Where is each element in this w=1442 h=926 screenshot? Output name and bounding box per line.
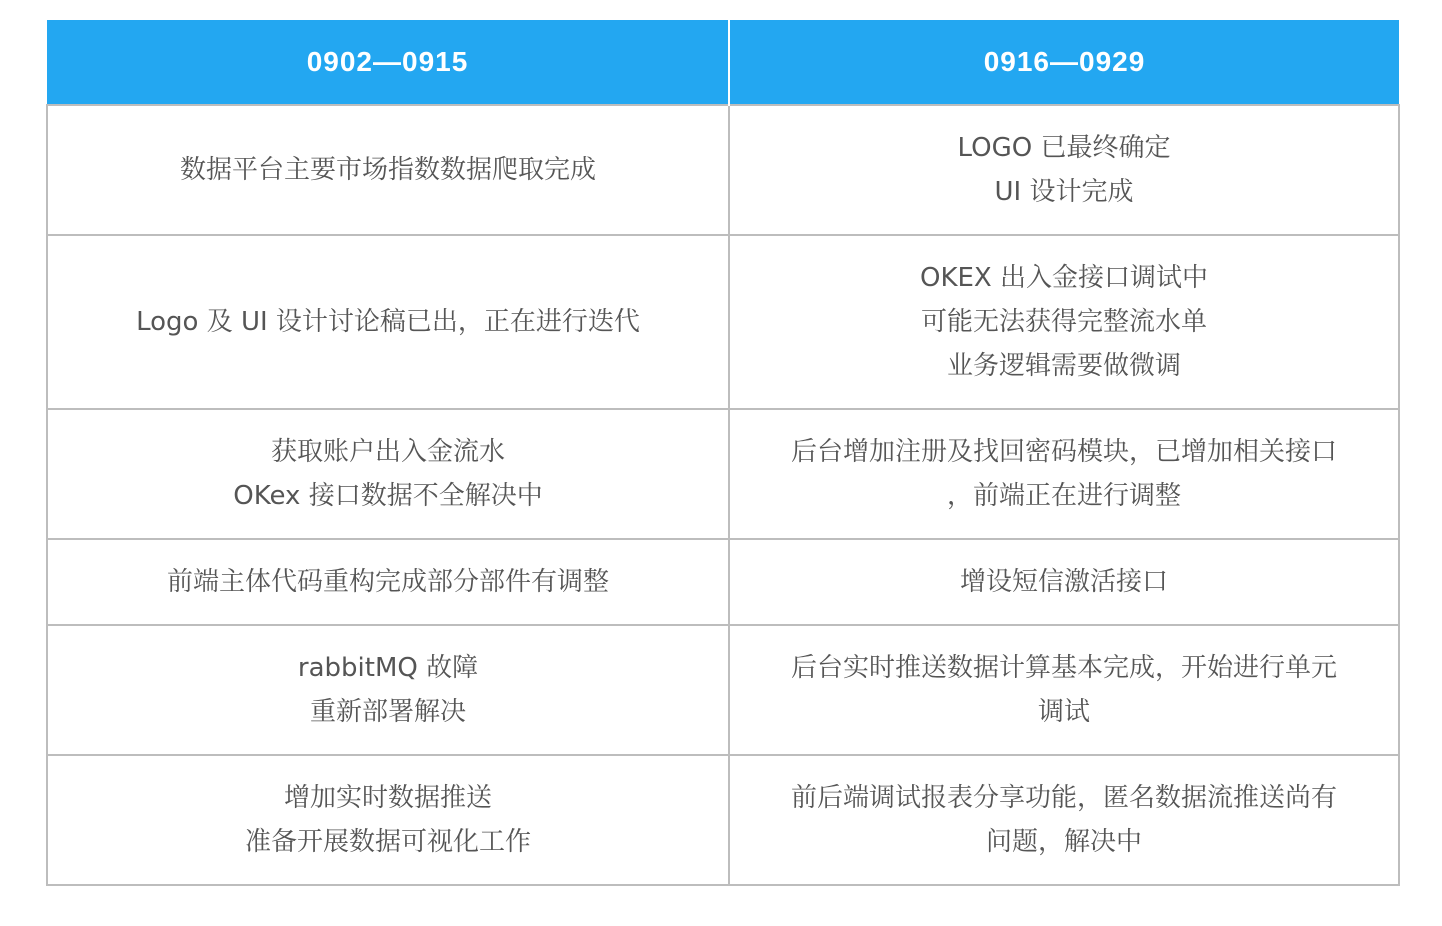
cell-period-2 xyxy=(729,409,1399,539)
cell-text: 前后端调试报表分享功能，匿名数据流推送尚有 xyxy=(790,783,1337,813)
cell-text: 获取账户出入金流水 xyxy=(270,437,505,467)
cell-text: 后台增加注册及找回密码模块，已增加相关接口 xyxy=(790,437,1337,467)
progress-table xyxy=(46,20,1400,886)
cell-text: 增设短信激活接口 xyxy=(959,567,1168,597)
cell-text: 问题，解决中 xyxy=(985,827,1142,857)
cell-text: 重新部署解决 xyxy=(309,697,466,727)
cell-text: Logo 及 UI 设计讨论稿已出，正在进行迭代 xyxy=(136,307,640,337)
cell-text: rabbitMQ 故障 xyxy=(297,653,479,683)
header-period-1: 0902—0915 xyxy=(47,20,729,105)
table-row xyxy=(47,409,1399,539)
cell-period-1 xyxy=(47,755,729,885)
table-row xyxy=(47,755,1399,885)
cell-text: 后台实时推送数据计算基本完成，开始进行单元 xyxy=(790,653,1337,683)
header-row xyxy=(47,20,1399,105)
cell-period-1 xyxy=(47,235,729,409)
cell-period-1 xyxy=(47,625,729,755)
cell-text: 可能无法获得完整流水单 xyxy=(920,307,1207,337)
table-row xyxy=(47,625,1399,755)
cell-period-2 xyxy=(729,625,1399,755)
header-period-2: 0916—0929 xyxy=(729,20,1399,105)
cell-period-1 xyxy=(47,105,729,235)
cell-text: UI 设计完成 xyxy=(994,177,1134,207)
cell-period-2 xyxy=(729,755,1399,885)
table-row xyxy=(47,235,1399,409)
cell-text: 调试 xyxy=(1037,697,1090,727)
cell-text: OKex 接口数据不全解决中 xyxy=(233,481,543,511)
table-row xyxy=(47,539,1399,625)
cell-text: LOGO 已最终确定 xyxy=(957,133,1171,163)
cell-period-2 xyxy=(729,235,1399,409)
cell-text: ，前端正在进行调整 xyxy=(946,481,1181,511)
cell-period-2 xyxy=(729,105,1399,235)
cell-text: 准备开展数据可视化工作 xyxy=(244,827,531,857)
cell-text: 前端主体代码重构完成部分部件有调整 xyxy=(166,567,609,597)
cell-text: 增加实时数据推送 xyxy=(283,783,492,813)
cell-text: 业务逻辑需要做微调 xyxy=(946,351,1181,381)
cell-text: OKEX 出入金接口调试中 xyxy=(919,263,1209,293)
progress-table-container xyxy=(46,20,1398,886)
cell-period-2 xyxy=(729,539,1399,625)
table-row xyxy=(47,105,1399,235)
cell-text: 数据平台主要市场指数数据爬取完成 xyxy=(179,155,596,185)
cell-period-1 xyxy=(47,539,729,625)
cell-period-1 xyxy=(47,409,729,539)
